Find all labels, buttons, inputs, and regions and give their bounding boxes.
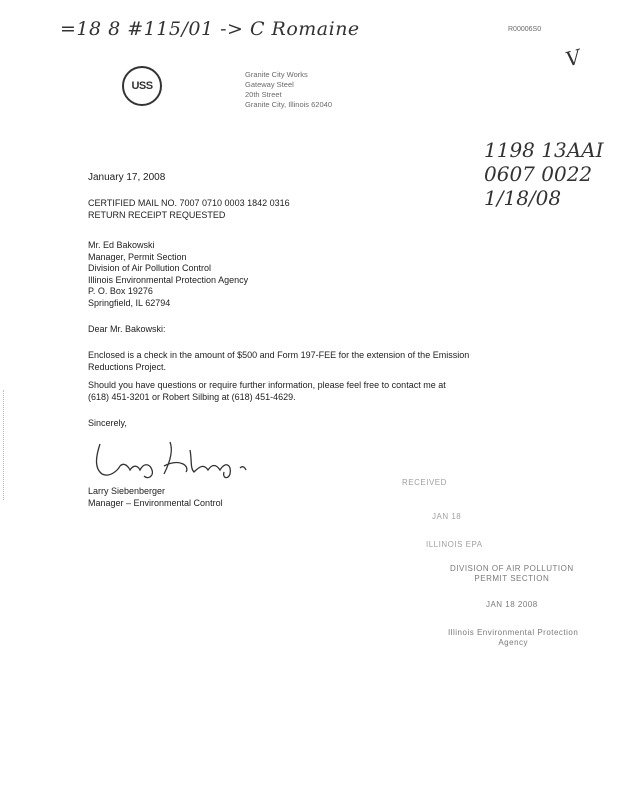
- agency-stamp-line: Illinois Environmental Protection: [448, 628, 579, 637]
- handwritten-id-code: 0607 0022: [484, 162, 593, 186]
- handwritten-date: 1/18/08: [484, 186, 562, 210]
- letterhead-line: Granite City, Illinois 62040: [245, 100, 332, 109]
- scan-edge-artifact: [3, 390, 5, 500]
- return-receipt-line: RETURN RECEIPT REQUESTED: [88, 209, 226, 220]
- signer-name: Larry Siebenberger: [88, 486, 166, 496]
- letterhead-line: 20th Street: [245, 90, 282, 99]
- signature-block: [88, 486, 223, 509]
- check-mark: V: [563, 44, 584, 72]
- division-stamp-date: JAN 18 2008: [485, 600, 538, 609]
- letterhead-line: Granite City Works: [245, 70, 308, 79]
- body-paragraph-2: [88, 380, 446, 403]
- recipient-line: Manager, Permit Section: [88, 251, 187, 262]
- division-stamp-line: PERMIT SECTION: [474, 574, 550, 583]
- body-line: (618) 451-3201 or Robert Silbing at (618) 451-4629.: [88, 391, 296, 402]
- agency-stamp: [448, 628, 578, 648]
- body-line: Reductions Project.: [88, 361, 167, 372]
- closing: Sincerely,: [88, 418, 127, 428]
- recipient-line: Mr. Ed Bakowski: [88, 240, 155, 250]
- letterhead-address: [245, 70, 332, 110]
- recipient-line: Division of Air Pollution Control: [88, 263, 212, 273]
- body-line: Should you have questions or require further information, please feel free to contact me at: [88, 380, 446, 390]
- received-stamp-faint: ILLINOIS EPA: [426, 540, 483, 549]
- received-stamp-faint: RECEIVED: [402, 478, 447, 487]
- recipient-line: P. O. Box 19276: [88, 286, 153, 296]
- recipient-line: Illinois Environmental Protection Agency: [88, 274, 249, 285]
- body-paragraph-1: [88, 350, 469, 373]
- salutation: Dear Mr. Bakowski:: [88, 324, 166, 334]
- uss-logo: [122, 66, 162, 106]
- division-stamp: [450, 564, 574, 610]
- letter-date: January 17, 2008: [88, 172, 166, 183]
- letterhead-line: Gateway Steel: [245, 80, 294, 89]
- handwritten-id-code: 1198 13AAI: [484, 138, 604, 162]
- agency-stamp-line: Agency: [498, 638, 529, 647]
- recipient-line: Springfield, IL 62794: [88, 297, 171, 308]
- handwritten-signature: [90, 436, 270, 480]
- certified-mail-number: CERTIFIED MAIL NO. 7007 0710 0003 1842 0316: [88, 198, 290, 208]
- signer-title: Manager – Environmental Control: [88, 497, 223, 508]
- received-stamp-faint: JAN 18: [432, 512, 462, 521]
- uss-logo-text: USS: [131, 80, 153, 92]
- division-stamp-line: DIVISION OF AIR POLLUTION: [450, 564, 574, 573]
- body-line: Enclosed is a check in the amount of $500 and Form 197-FEE for the extension of the Emission: [88, 350, 470, 360]
- document-corner-code: R00006S0: [508, 26, 542, 33]
- recipient-address: [88, 240, 248, 309]
- handwritten-routing-note: =18 8 #115/01 -> C Romaine: [60, 18, 360, 40]
- certified-mail-block: [88, 198, 290, 221]
